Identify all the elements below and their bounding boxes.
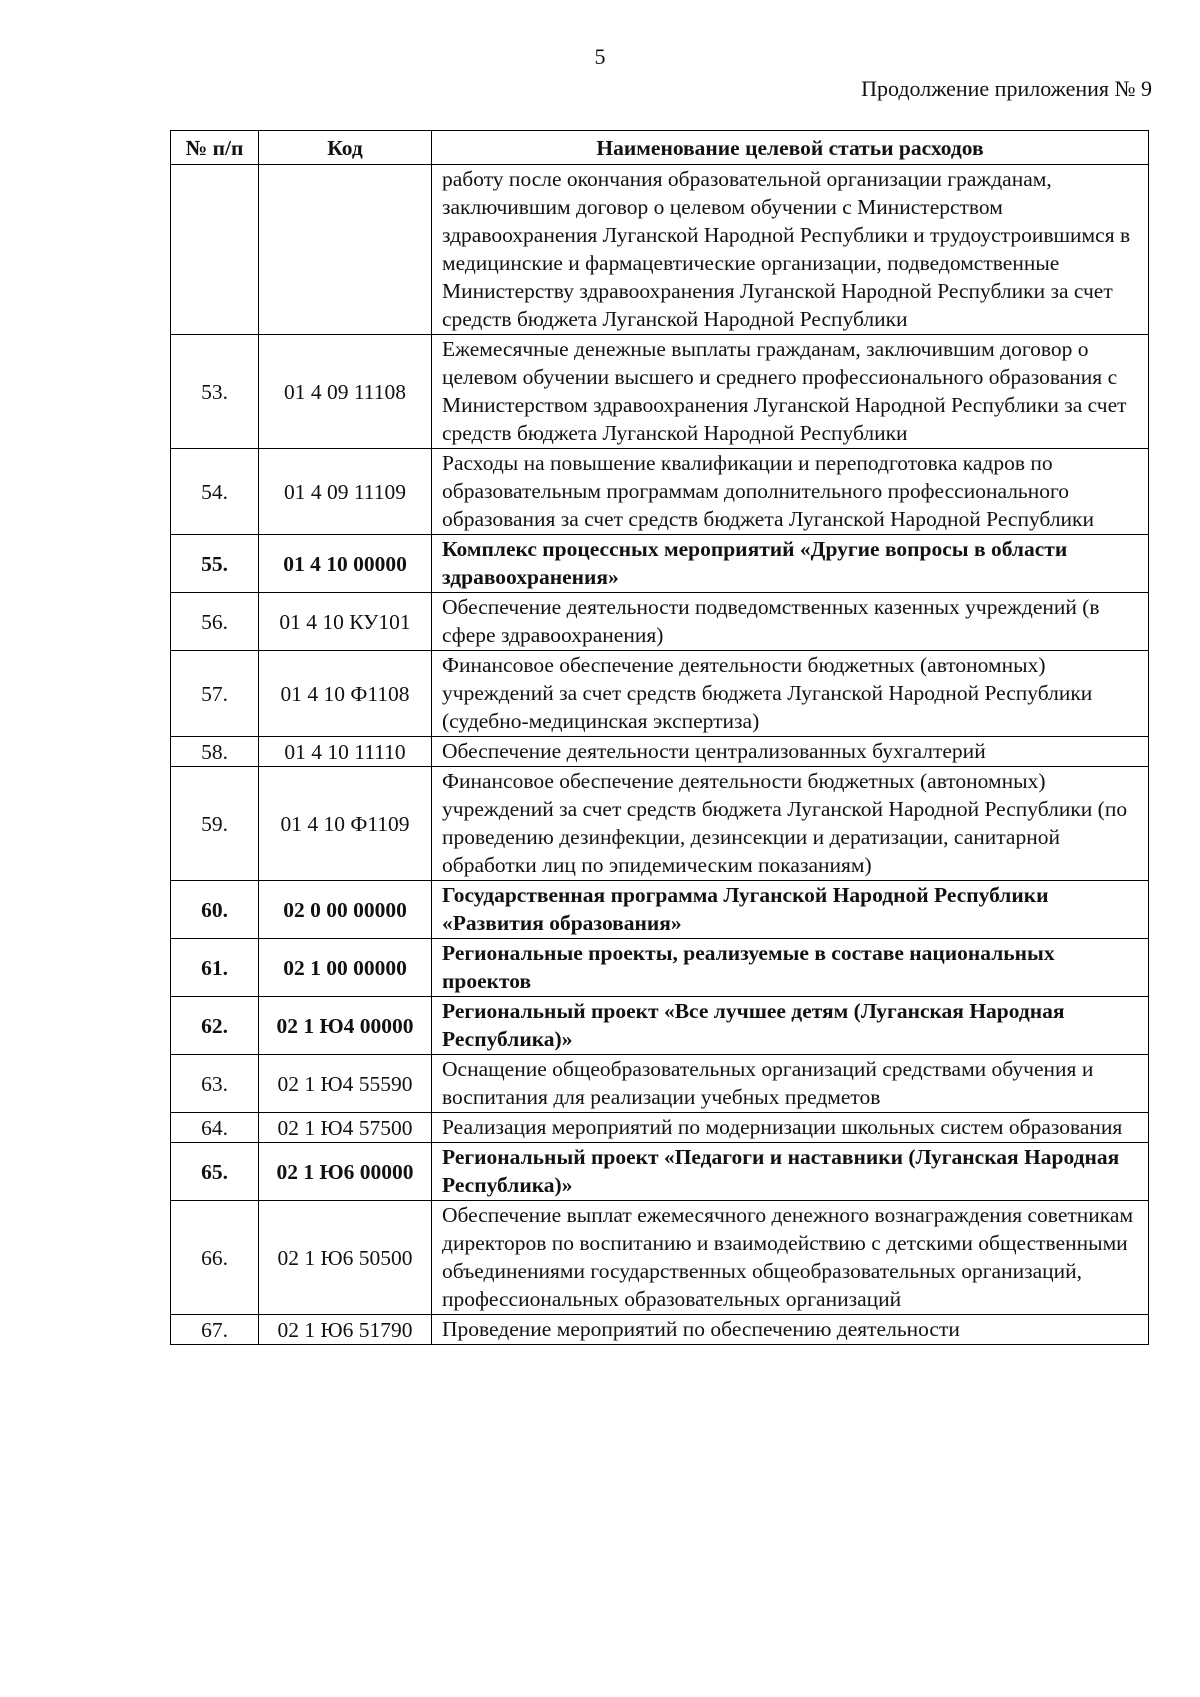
table-row xyxy=(171,997,1149,1055)
row-number: 57. xyxy=(171,651,259,737)
row-name: Реализация мероприятий по модернизации школьных систем образования xyxy=(432,1113,1149,1143)
row-number: 62. xyxy=(171,997,259,1055)
row-number xyxy=(171,165,259,335)
row-code: 02 1 Ю6 50500 xyxy=(259,1201,432,1315)
table-row xyxy=(171,165,1149,335)
header-code: Код xyxy=(259,131,432,165)
row-name: Финансовое обеспечение деятельности бюджетных (автономных) учреждений за счет средств бюджета Луганской Народной Республики (судебно-медицинская экспертиза) xyxy=(432,651,1149,737)
row-number: 65. xyxy=(171,1143,259,1201)
row-name: Комплекс процессных мероприятий «Другие вопросы в области здравоохранения» xyxy=(432,535,1149,593)
row-name: Ежемесячные денежные выплаты гражданам, заключившим договор о целевом обучении высшего и среднего профессионального образования с Министерством здравоохранения Луганской Народной Республики за счет средств бюджета Луганской Народной Республики xyxy=(432,335,1149,449)
table-header xyxy=(171,131,1149,165)
table-row xyxy=(171,335,1149,449)
row-code: 02 1 Ю4 00000 xyxy=(259,997,432,1055)
row-code: 01 4 09 11109 xyxy=(259,449,432,535)
row-name: Проведение мероприятий по обеспечению деятельности xyxy=(432,1315,1149,1345)
row-name: Региональные проекты, реализуемые в составе национальных проектов xyxy=(432,939,1149,997)
row-name: Расходы на повышение квалификации и переподготовка кадров по образовательным программам дополнительного профессионального образования за счет средств бюджета Луганской Народной Республики xyxy=(432,449,1149,535)
row-code: 01 4 10 Ф1109 xyxy=(259,767,432,881)
row-code: 01 4 10 Ф1108 xyxy=(259,651,432,737)
table-row xyxy=(171,881,1149,939)
row-number: 54. xyxy=(171,449,259,535)
table-row xyxy=(171,737,1149,767)
row-name: Финансовое обеспечение деятельности бюджетных (автономных) учреждений за счет средств бюджета Луганской Народной Республики (по проведению дезинфекции, дезинсекции и дератизации, санитарной обработки лиц по эпидемическим показаниям) xyxy=(432,767,1149,881)
budget-table xyxy=(170,130,1149,1345)
row-code: 02 1 Ю6 51790 xyxy=(259,1315,432,1345)
header-number: № п/п xyxy=(171,131,259,165)
table-row xyxy=(171,1113,1149,1143)
row-name: Обеспечение деятельности подведомственных казенных учреждений (в сфере здравоохранения) xyxy=(432,593,1149,651)
continuation-title: Продолжение приложения № 9 xyxy=(861,76,1152,101)
table-row xyxy=(171,767,1149,881)
row-code: 01 4 10 КУ101 xyxy=(259,593,432,651)
row-name: Оснащение общеобразовательных организаций средствами обучения и воспитания для реализации учебных предметов xyxy=(432,1055,1149,1113)
row-number: 63. xyxy=(171,1055,259,1113)
row-number: 58. xyxy=(171,737,259,767)
page-number: 5 xyxy=(594,44,606,69)
row-code: 02 1 Ю4 57500 xyxy=(259,1113,432,1143)
row-name: работу после окончания образовательной организации гражданам, заключившим договор о целевом обучении с Министерством здравоохранения Луганской Народной Республики и трудоустроившимся в медицинские и фармацевтические организации, подведомственные Министерству здравоохранения Луганской Народной Республики за счет средств бюджета Луганской Народной Республики xyxy=(432,165,1149,335)
row-name: Региональный проект «Все лучшее детям (Луганская Народная Республика)» xyxy=(432,997,1149,1055)
row-number: 66. xyxy=(171,1201,259,1315)
row-code: 02 1 Ю4 55590 xyxy=(259,1055,432,1113)
table-row xyxy=(171,651,1149,737)
row-code: 01 4 10 11110 xyxy=(259,737,432,767)
row-number: 55. xyxy=(171,535,259,593)
table-row xyxy=(171,449,1149,535)
row-code xyxy=(259,165,432,335)
row-number: 60. xyxy=(171,881,259,939)
row-name: Региональный проект «Педагоги и наставники (Луганская Народная Республика)» xyxy=(432,1143,1149,1201)
row-name: Обеспечение деятельности централизованных бухгалтерий xyxy=(432,737,1149,767)
row-number: 61. xyxy=(171,939,259,997)
row-number: 59. xyxy=(171,767,259,881)
row-name: Обеспечение выплат ежемесячного денежного вознаграждения советникам директоров по воспитанию и взаимодействию с детскими общественными объединениями государственных общеобразовательных организаций, профессиональных образовательных организаций xyxy=(432,1201,1149,1315)
row-code: 02 1 00 00000 xyxy=(259,939,432,997)
table-row xyxy=(171,1201,1149,1315)
row-number: 53. xyxy=(171,335,259,449)
table-row xyxy=(171,535,1149,593)
row-code: 02 1 Ю6 00000 xyxy=(259,1143,432,1201)
row-name: Государственная программа Луганской Народной Республики «Развития образования» xyxy=(432,881,1149,939)
row-code: 01 4 09 11108 xyxy=(259,335,432,449)
row-number: 67. xyxy=(171,1315,259,1345)
table-body xyxy=(171,165,1149,1345)
table-row xyxy=(171,1143,1149,1201)
header-name: Наименование целевой статьи расходов xyxy=(432,131,1149,165)
table-row xyxy=(171,939,1149,997)
row-number: 56. xyxy=(171,593,259,651)
row-code: 02 0 00 00000 xyxy=(259,881,432,939)
table-row xyxy=(171,1315,1149,1345)
row-number: 64. xyxy=(171,1113,259,1143)
row-code: 01 4 10 00000 xyxy=(259,535,432,593)
table-row xyxy=(171,593,1149,651)
table-row xyxy=(171,1055,1149,1113)
